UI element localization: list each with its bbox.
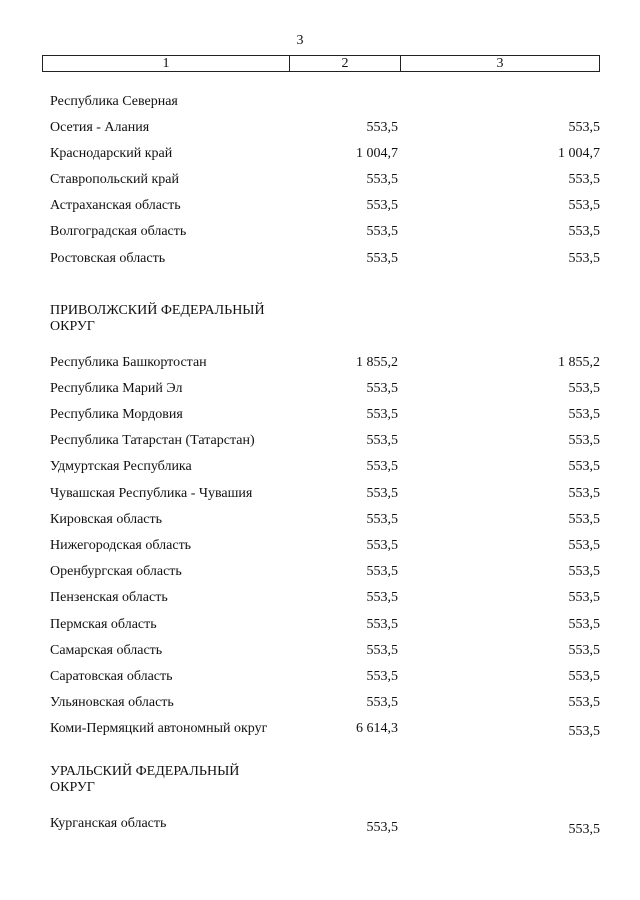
value-col-3: 553,5 [568,643,600,658]
table-row [0,615,640,635]
district-heading [50,303,265,335]
region-name: Коми-Пермяцкий автономный округ [50,721,268,736]
value-col-3: 553,5 [568,669,600,684]
value-col-3: 553,5 [568,407,600,422]
table-row [0,222,640,242]
region-name: Краснодарский край [50,146,173,161]
table-row [0,144,640,164]
region-name: Нижегородская область [50,538,192,553]
value-col-2: 553,5 [366,459,398,474]
value-col-2: 553,5 [366,564,398,579]
table-row [0,641,640,661]
value-col-3: 553,5 [568,172,600,187]
header-col-2: 2 [290,56,401,71]
value-col-2: 553,5 [366,407,398,422]
table-row [0,814,640,837]
region-name: Самарская область [50,643,163,658]
value-col-2: 553,5 [366,538,398,553]
region-name: Пермская область [50,617,157,632]
table-row [0,562,640,582]
value-col-3: 553,5 [568,538,600,553]
value-col-2: 553,5 [366,643,398,658]
value-col-3: 553,5 [568,564,600,579]
region-name: Оренбургская область [50,564,182,579]
region-name: Ульяновская область [50,695,174,710]
table-row [0,196,640,216]
table-row [0,719,640,739]
value-col-3: 553,5 [568,251,600,266]
region-name: Осетия - Алания [50,120,150,135]
value-col-2: 553,5 [366,486,398,501]
value-col-2: 553,5 [366,224,398,239]
value-col-2: 6 614,3 [356,721,398,736]
value-col-3: 553,5 [568,724,600,739]
table-row [0,667,640,687]
region-name: Пензенская область [50,590,168,605]
value-col-3: 553,5 [568,617,600,632]
region-name: Ростовская область [50,251,166,266]
value-col-3: 553,5 [568,381,600,396]
table-row-prefix [0,92,640,112]
value-col-2: 1 855,2 [356,355,398,370]
header-col-1: 1 [43,56,290,71]
value-col-2: 553,5 [366,590,398,605]
value-col-2: 553,5 [366,381,398,396]
value-col-2: 553,5 [366,820,398,835]
value-col-3: 553,5 [568,224,600,239]
value-col-3: 1 855,2 [558,355,600,370]
table-row [0,457,640,477]
header-col-3: 3 [496,55,504,71]
value-col-2: 553,5 [366,669,398,684]
table-row [0,249,640,269]
region-name: Республика Марий Эл [50,381,183,396]
table-row [0,431,640,451]
value-col-2: 553,5 [366,251,398,266]
table-row [0,484,640,504]
table-row [0,118,640,138]
district-heading-line2: ОКРУГ [50,319,95,334]
value-col-2: 553,5 [366,512,398,527]
table-row [0,353,640,373]
value-col-2: 553,5 [366,120,398,135]
value-col-3: 553,5 [568,459,600,474]
table-header [42,55,600,72]
table-row [0,170,640,190]
value-col-3: 553,5 [568,198,600,213]
region-name: Волгоградская область [50,224,187,239]
region-name: Астраханская область [50,198,181,213]
table-row [0,693,640,713]
table-row [0,405,640,425]
region-name: Ставропольский край [50,172,179,187]
region-name: Курганская область [50,816,167,831]
value-col-2: 1 004,7 [356,146,398,161]
page-number: 3 [296,33,304,48]
value-col-3: 553,5 [568,433,600,448]
region-name: Кировская область [50,512,163,527]
value-col-3: 1 004,7 [558,146,600,161]
value-col-2: 553,5 [366,172,398,187]
value-col-3: 553,5 [568,120,600,135]
value-col-3: 553,5 [568,512,600,527]
table-row [0,536,640,556]
table-row [0,510,640,530]
region-name: Республика Башкортостан [50,355,207,370]
region-name: Республика Северная [50,94,178,109]
table-row [0,588,640,608]
region-name: Республика Мордовия [50,407,183,422]
value-col-2: 553,5 [366,433,398,448]
value-col-3: 553,5 [568,695,600,710]
region-name: Чувашская Республика - Чувашия [50,486,253,501]
district-heading-line1: УРАЛЬСКИЙ ФЕДЕРАЛЬНЫЙ [50,764,240,779]
value-col-2: 553,5 [366,198,398,213]
value-col-3: 553,5 [568,590,600,605]
district-heading-line1: ПРИВОЛЖСКИЙ ФЕДЕРАЛЬНЫЙ [50,303,265,318]
value-col-2: 553,5 [366,695,398,710]
value-col-3: 553,5 [568,486,600,501]
district-heading-line2: ОКРУГ [50,780,95,795]
region-name: Удмуртская Республика [50,459,192,474]
region-name: Саратовская область [50,669,173,684]
value-col-2: 553,5 [366,617,398,632]
table-row [0,379,640,399]
value-col-3: 553,5 [568,822,600,837]
region-name: Республика Татарстан (Татарстан) [50,433,255,448]
district-heading [50,764,239,796]
